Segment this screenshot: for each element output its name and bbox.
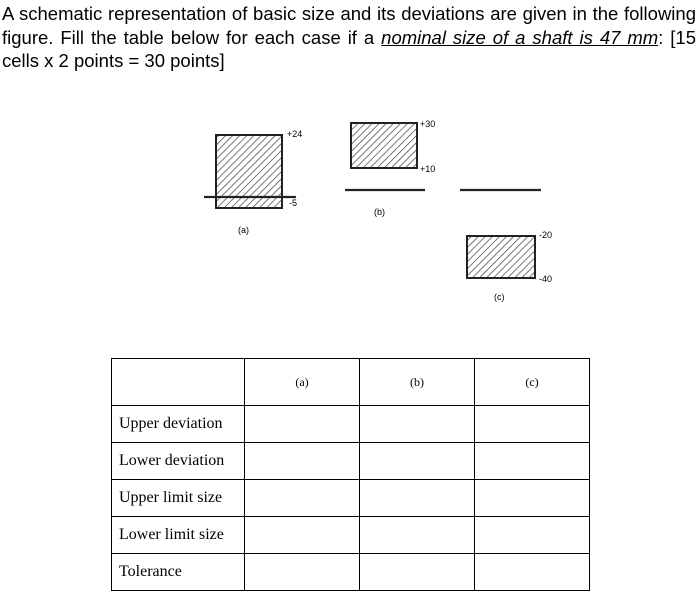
answer-cell-tolerance-b[interactable]	[360, 554, 475, 591]
nominal-size-statement: nominal size of a shaft is 47 mm	[381, 26, 659, 48]
answer-cell-lower-deviation-a[interactable]	[245, 443, 360, 480]
case-c-diagram	[460, 190, 552, 302]
table-row-lower-limit-size	[112, 517, 590, 554]
answer-cell-upper-deviation-a[interactable]	[245, 406, 360, 443]
answer-cell-upper-deviation-c[interactable]	[475, 406, 590, 443]
answer-cell-tolerance-c[interactable]	[475, 554, 590, 591]
row-label: Lower limit size	[112, 517, 245, 554]
question-intro: A schematic representation of basic size and its deviations are given in the following figure. Fill the table below for each case if a	[2, 3, 696, 48]
case-a-diagram	[204, 129, 302, 235]
table-row-lower-deviation	[112, 443, 590, 480]
row-label: Tolerance	[112, 554, 245, 591]
case-a-upper-label: +24	[287, 129, 303, 139]
question-points: : [15 cells x 2 points = 30 points]	[2, 26, 697, 71]
answer-cell-tolerance-a[interactable]	[245, 554, 360, 591]
table-header-case-b: (b)	[360, 359, 475, 406]
case-b-diagram	[345, 119, 435, 217]
table-header-row	[112, 359, 590, 406]
case-b-upper-label: +30	[420, 119, 436, 129]
answer-table	[111, 358, 590, 591]
case-c-tolerance-zone	[467, 236, 535, 278]
row-label: Upper deviation	[112, 406, 245, 443]
case-a-lower-label: -5	[289, 198, 298, 208]
case-c-upper-label: -20	[539, 230, 553, 240]
case-a-caption: (a)	[238, 225, 249, 235]
answer-cell-lower-limit-b[interactable]	[360, 517, 475, 554]
table-row-upper-limit-size	[112, 480, 590, 517]
answer-cell-upper-deviation-b[interactable]	[360, 406, 475, 443]
case-c-lower-label: -40	[539, 274, 553, 284]
case-b-caption: (b)	[374, 207, 385, 217]
row-label: Upper limit size	[112, 480, 245, 517]
case-b-lower-label: +10	[420, 164, 436, 174]
table-header-blank	[112, 359, 245, 406]
table-row-upper-deviation	[112, 406, 590, 443]
answer-cell-lower-deviation-c[interactable]	[475, 443, 590, 480]
table-header-case-c: (c)	[475, 359, 590, 406]
answer-cell-upper-limit-b[interactable]	[360, 480, 475, 517]
row-label: Lower deviation	[112, 443, 245, 480]
table-row-tolerance	[112, 554, 590, 591]
table-header-case-a: (a)	[245, 359, 360, 406]
case-c-caption: (c)	[494, 292, 505, 302]
answer-cell-upper-limit-a[interactable]	[245, 480, 360, 517]
case-b-tolerance-zone	[351, 123, 417, 168]
answer-cell-lower-limit-a[interactable]	[245, 517, 360, 554]
answer-cell-lower-deviation-b[interactable]	[360, 443, 475, 480]
answer-cell-upper-limit-c[interactable]	[475, 480, 590, 517]
answer-cell-lower-limit-c[interactable]	[475, 517, 590, 554]
